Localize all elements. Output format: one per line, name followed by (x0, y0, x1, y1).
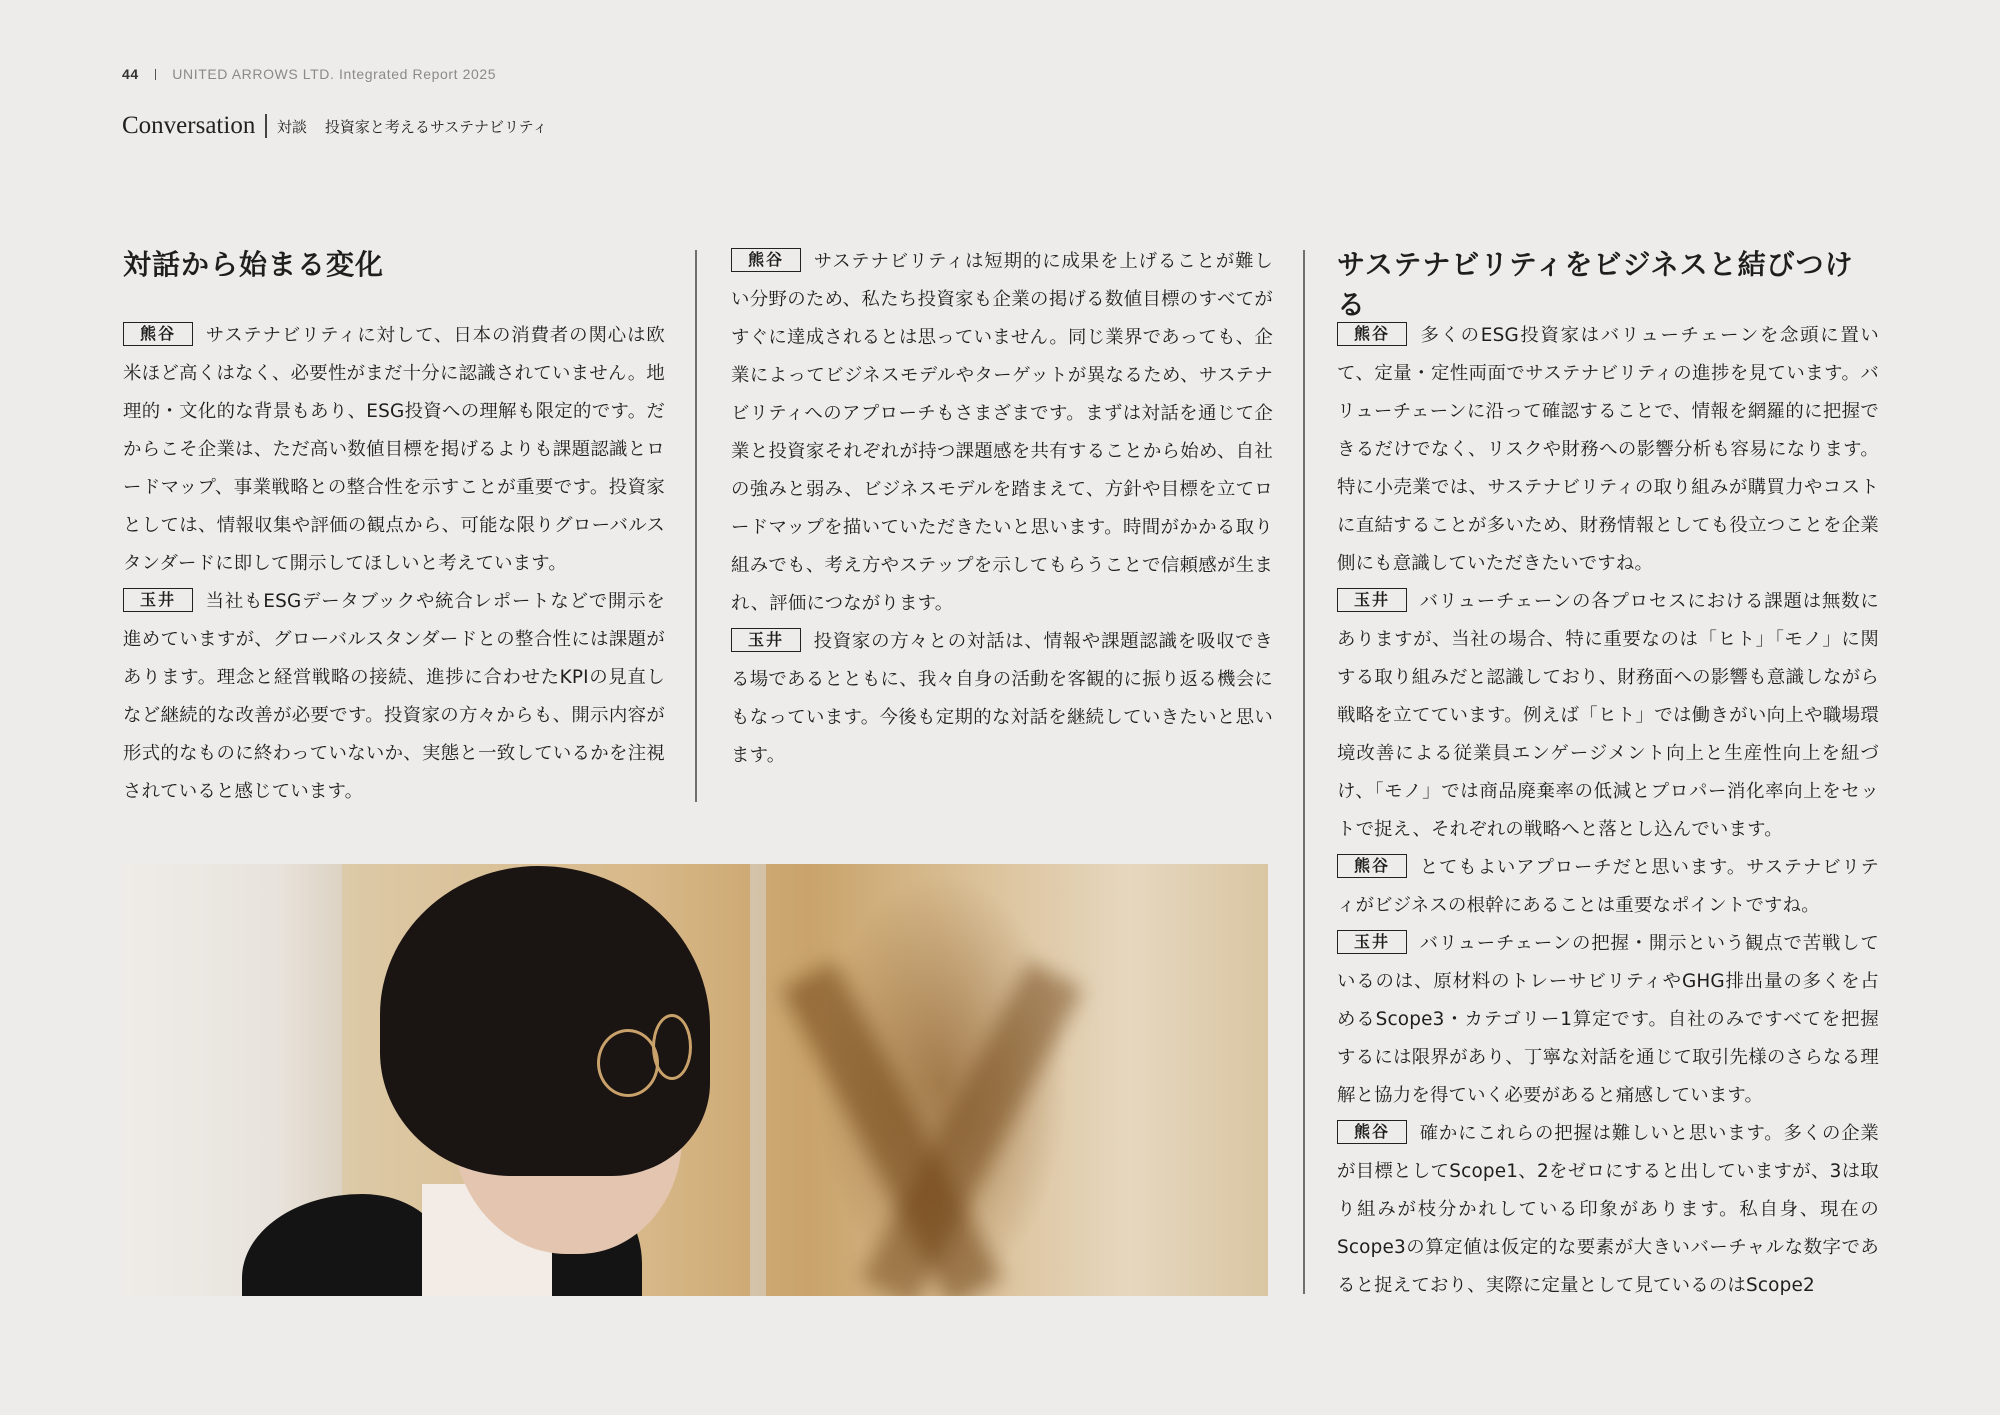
section-subtitle: 投資家と考えるサステナビリティ (324, 117, 548, 136)
speaker-label: 熊谷 (1337, 854, 1407, 878)
dialogue-paragraph (1337, 849, 1879, 925)
dialogue-text: 投資家の方々との対話は、情報や課題認識を吸収できる場であるとともに、我々自身の活動を客観的に振り返る機会にもなっています。今後も定期的な対話を継続していきたいと思います。 (731, 631, 1273, 766)
dialogue-text: バリューチェーンの把握・開示という観点で苦戦しているのは、原材料のトレーサビリティやGHG排出量の多くを占めるScope3・カテゴリー1算定です。自社のみですべてを把握するには限界があり、丁寧な対話を通じて取引先様のさらなる理解と協力を得ていく必要があると痛感しています。 (1337, 933, 1879, 1106)
speaker-label: 熊谷 (731, 248, 801, 272)
speaker-label: 熊谷 (1337, 322, 1407, 346)
dialogue-paragraph (1337, 583, 1879, 849)
section-title-en: Conversation (122, 112, 256, 139)
column-divider (1303, 250, 1305, 1294)
report-title: UNITED ARROWS LTD. Integrated Report 2025 (172, 66, 497, 82)
column-divider (695, 250, 697, 802)
dialogue-text: 多くのESG投資家はバリューチェーンを念頭に置いて、定量・定性両面でサステナビリティの進捗を見ています。バリューチェーンに沿って確認することで、情報を網羅的に把握できるだけでなく、リスクや財務への影響分析も容易になります。特に小売業では、サステナビリティの取り組みが購買力やコストに直結することが多いため、財務情報としても役立つことを企業側にも意識していただきたいですね。 (1337, 325, 1879, 574)
speaker-label: 玉井 (1337, 930, 1407, 954)
dialogue-paragraph (123, 317, 665, 583)
header-divider (155, 69, 157, 80)
speaker-label: 熊谷 (1337, 1120, 1407, 1144)
dialogue-paragraph (1337, 317, 1879, 583)
glasses-icon (597, 1029, 659, 1097)
page-number: 44 (122, 66, 139, 82)
dialogue-text: とてもよいアプローチだと思います。サステナビリティがビジネスの根幹にあることは重要なポイントですね。 (1337, 857, 1879, 916)
dialogue-paragraph (731, 623, 1273, 775)
speaker-label: 玉井 (1337, 588, 1407, 612)
column-3 (1337, 245, 1879, 1305)
photo-background-post (750, 864, 766, 1296)
dialogue-text: バリューチェーンの各プロセスにおける課題は無数にありますが、当社の場合、特に重要なのは「ヒト」「モノ」に関する取り組みだと認識しており、財務面への影響も意識しながら戦略を立てています。例えば「ヒト」では働きがい向上や職場環境改善による従業員エンゲージメント向上と生産性向上を紐づけ、「モノ」では商品廃棄率の低減とプロパー消化率向上をセットで捉え、それぞれの戦略へと落とし込んでいます。 (1337, 591, 1879, 840)
speaker-label: 玉井 (731, 628, 801, 652)
speaker-label: 玉井 (123, 588, 193, 612)
column-3-heading: サステナビリティをビジネスと結びつける (1337, 248, 1854, 321)
dialogue-text: 確かにこれらの把握は難しいと思います。多くの企業が目標としてScope1、2をゼロにすると出していますが、3は取り組みが枝分かれしている印象があります。私自身、現在のScope3の算定値は仮定的な要素が大きいバーチャルな数字であると捉えており、実際に定量として見ているのはScope2 (1337, 1123, 1879, 1296)
glasses-icon (652, 1014, 692, 1080)
section-header (122, 112, 547, 140)
dialogue-text: 当社もESGデータブックや統合レポートなどで開示を進めていますが、グローバルスタンダードとの整合性には課題があります。理念と経営戦略の接続、進捗に合わせたKPIの見直しなど継続的な改善が必要です。投資家の方々からも、開示内容が形式的なものに終わっていないか、実態と一致しているかを注視されていると感じています。 (123, 591, 665, 802)
interview-photo (122, 864, 1268, 1296)
dialogue-text: サステナビリティは短期的に成果を上げることが難しい分野のため、私たち投資家も企業の掲げる数値目標のすべてがすぐに達成されるとは思っていません。同じ業界であっても、企業によってビジネスモデルやターゲットが異なるため、サステナビリティへのアプローチもさまざまです。まずは対話を通じて企業と投資家それぞれが持つ課題感を共有することから始め、自社の強みと弱み、ビジネスモデルを踏まえて、方針や目標を立てロードマップを描いていただきたいと思います。時間がかかる取り組みでも、考え方やステップを示してもらうことで信頼感が生まれ、評価につながります。 (731, 251, 1273, 614)
section-title-jp: 対談 (276, 117, 307, 136)
column-2 (731, 243, 1273, 775)
speaker-label: 熊谷 (123, 322, 193, 346)
section-divider (265, 114, 267, 138)
running-header (122, 66, 496, 82)
column-1 (123, 245, 665, 811)
dialogue-text: サステナビリティに対して、日本の消費者の関心は欧米ほど高くはなく、必要性がまだ十分に認識されていません。地理的・文化的な背景もあり、ESG投資への理解も限定的です。だからこそ企業は、ただ高い数値目標を掲げるよりも課題認識とロードマップ、事業戦略との整合性を示すことが重要です。投資家としては、情報収集や評価の観点から、可能な限りグローバルスタンダードに即して開示してほしいと考えています。 (123, 325, 665, 574)
column-1-heading: 対話から始まる変化 (123, 248, 385, 281)
dialogue-paragraph (1337, 1115, 1879, 1305)
dialogue-paragraph (123, 583, 665, 811)
dialogue-paragraph (731, 243, 1273, 623)
dialogue-paragraph (1337, 925, 1879, 1115)
